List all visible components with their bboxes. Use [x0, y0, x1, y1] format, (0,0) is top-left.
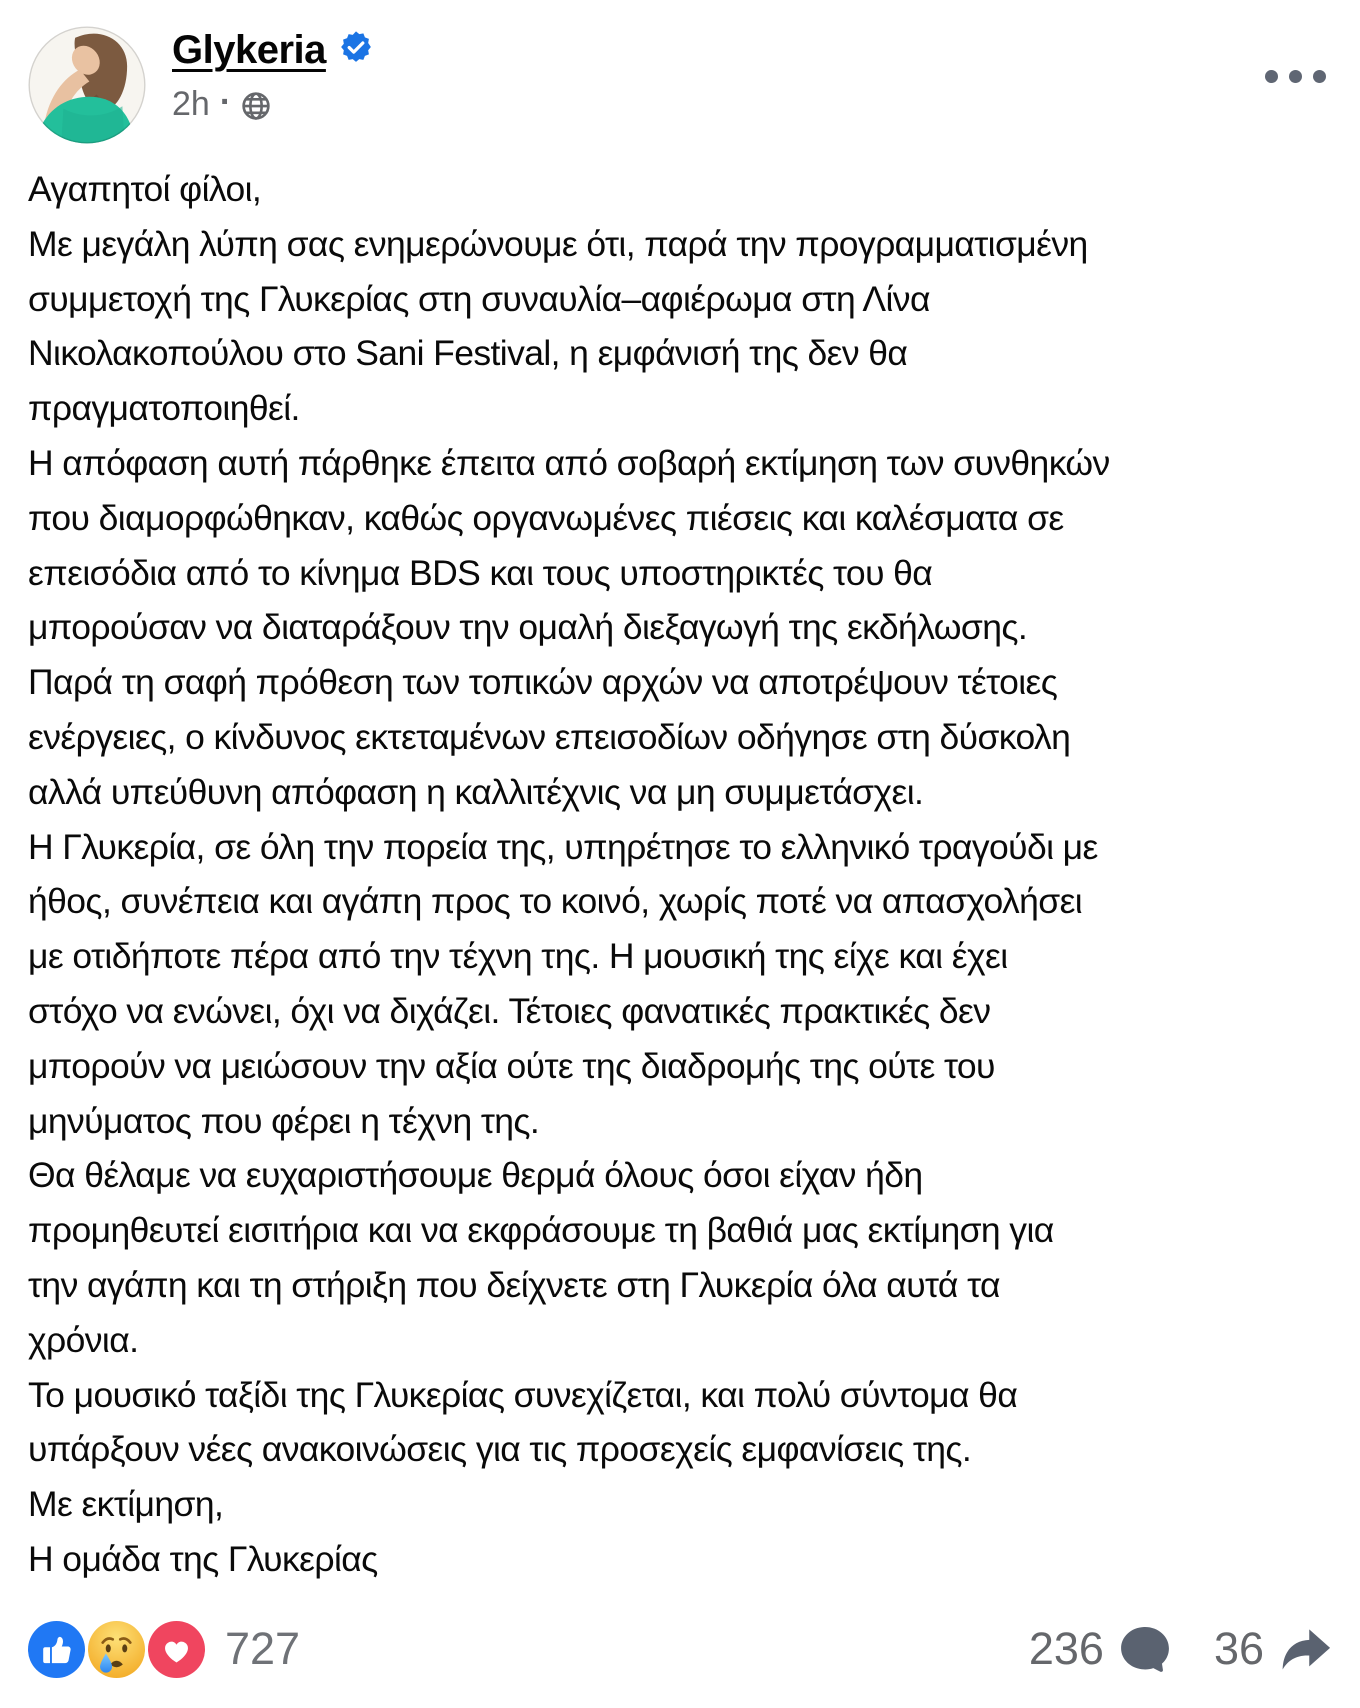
comments-count-button[interactable] [1029, 1622, 1172, 1676]
header-info [172, 26, 373, 124]
love-reaction-icon[interactable] [148, 1621, 205, 1678]
post-text-line: χρόνια. [28, 1319, 139, 1360]
author-name-link[interactable]: Glykeria [172, 28, 326, 72]
engagement-counts [1029, 1622, 1332, 1676]
post-text-line: Παρά τη σαφή πρόθεση των τοπικών αρχών να αποτρέψουν τέτοιες [28, 662, 1058, 703]
share-icon [1278, 1622, 1332, 1676]
post-text-line: αλλά υπεύθυνη απόφαση η καλλιτέχνις να μη συμμετάσχει. [28, 771, 924, 812]
shares-count-button[interactable] [1214, 1622, 1332, 1676]
ellipsis-icon [1289, 70, 1302, 83]
post-text-line: Με μεγάλη λύπη σας ενημερώνουμε ότι, παρά την προγραμματισμένη [28, 223, 1088, 264]
avatar-illustration [28, 26, 146, 144]
post-text-line: προμηθευτεί εισιτήρια και να εκφράσουμε τη βαθιά μας εκτίμηση για [28, 1210, 1054, 1251]
post-text-line: Με εκτίμηση, [28, 1484, 224, 1525]
post-text-line: Αγαπητοί φίλοι, [28, 169, 262, 209]
post-text-line: στόχο να ενώνει, όχι να διχάζει. Τέτοιες φανατικές πρακτικές δεν [28, 990, 991, 1031]
ellipsis-icon [1265, 70, 1278, 83]
post-text-line: υπάρξουν νέες ανακοινώσεις για τις προσεχείς εμφανίσεις της. [28, 1429, 972, 1470]
post-text-line: Νικολακοπούλου στο Sani Festival, η εμφάνισή της δεν θα [28, 333, 908, 374]
avatar[interactable] [28, 26, 146, 144]
like-reaction-icon[interactable] [28, 1621, 85, 1678]
more-options-button[interactable] [1261, 60, 1330, 93]
post-text-line: ήθος, συνέπεια και αγάπη προς το κοινό, χωρίς ποτέ να απασχολήσει [28, 881, 1083, 922]
timestamp[interactable]: 2h [172, 85, 210, 123]
ellipsis-icon [1313, 70, 1326, 83]
post-text-line: μηνύματος που φέρει η τέχνη της. [28, 1100, 540, 1141]
post-meta [172, 85, 373, 124]
post-text-line: Η απόφαση αυτή πάρθηκε έπειτα από σοβαρή εκτίμηση των συνθηκών [28, 442, 1110, 483]
post-text-line: πραγματοποιηθεί. [28, 388, 300, 429]
post-text-line: με οτιδήποτε πέρα από την τέχνη της. Η μουσική της είχε και έχει [28, 936, 1008, 977]
globe-icon [241, 91, 271, 121]
post-text-line: Η Γλυκερία, σε όλη την πορεία της, υπηρέτησε το ελληνικό τραγούδι με [28, 826, 1098, 867]
post-text-line: ενέργειες, ο κίνδυνος εκτεταμένων επεισοδίων οδήγησε στη δύσκολη [28, 716, 1071, 757]
post-footer [28, 1621, 1332, 1678]
author-row [172, 28, 373, 73]
reactions-summary[interactable] [28, 1621, 300, 1678]
post-text-line: Το μουσικό ταξίδι της Γλυκερίας συνεχίζεται, και πολύ σύντομα θα [28, 1374, 1018, 1415]
post-header [28, 0, 1332, 144]
sad-reaction-icon[interactable] [88, 1621, 145, 1678]
post-text-line: επεισόδια από το κίνημα BDS και τους υποστηρικτές του θα [28, 552, 933, 593]
post-text-line: συμμετοχή της Γλυκερίας στη συναυλία–αφιέρωμα στη Λίνα [28, 278, 930, 319]
post-text-line: μπορούν να μειώσουν την αξία ούτε της διαδρομής της ούτε του [28, 1045, 995, 1086]
meta-separator: · [219, 83, 232, 121]
comment-icon [1118, 1622, 1172, 1676]
reaction-count[interactable]: 727 [225, 1623, 301, 1675]
post-text [28, 162, 1332, 1587]
post-text-line: την αγάπη και τη στήριξη που δείχνετε στη Γλυκερία όλα αυτά τα [28, 1264, 1000, 1305]
post-text-line: που διαμορφώθηκαν, καθώς οργανωμένες πιέσεις και καλέσματα σε [28, 497, 1064, 538]
post-text-line: Θα θέλαμε να ευχαριστήσουμε θερμά όλους όσοι είχαν ήδη [28, 1155, 923, 1196]
post-text-line: μπορούσαν να διαταράξουν την ομαλή διεξαγωγή της εκδήλωσης. [28, 607, 1028, 648]
verified-badge-icon [339, 30, 373, 64]
comments-count: 236 [1028, 1623, 1104, 1675]
post-text-line: Η ομάδα της Γλυκερίας [28, 1538, 378, 1579]
shares-count: 36 [1213, 1623, 1264, 1675]
